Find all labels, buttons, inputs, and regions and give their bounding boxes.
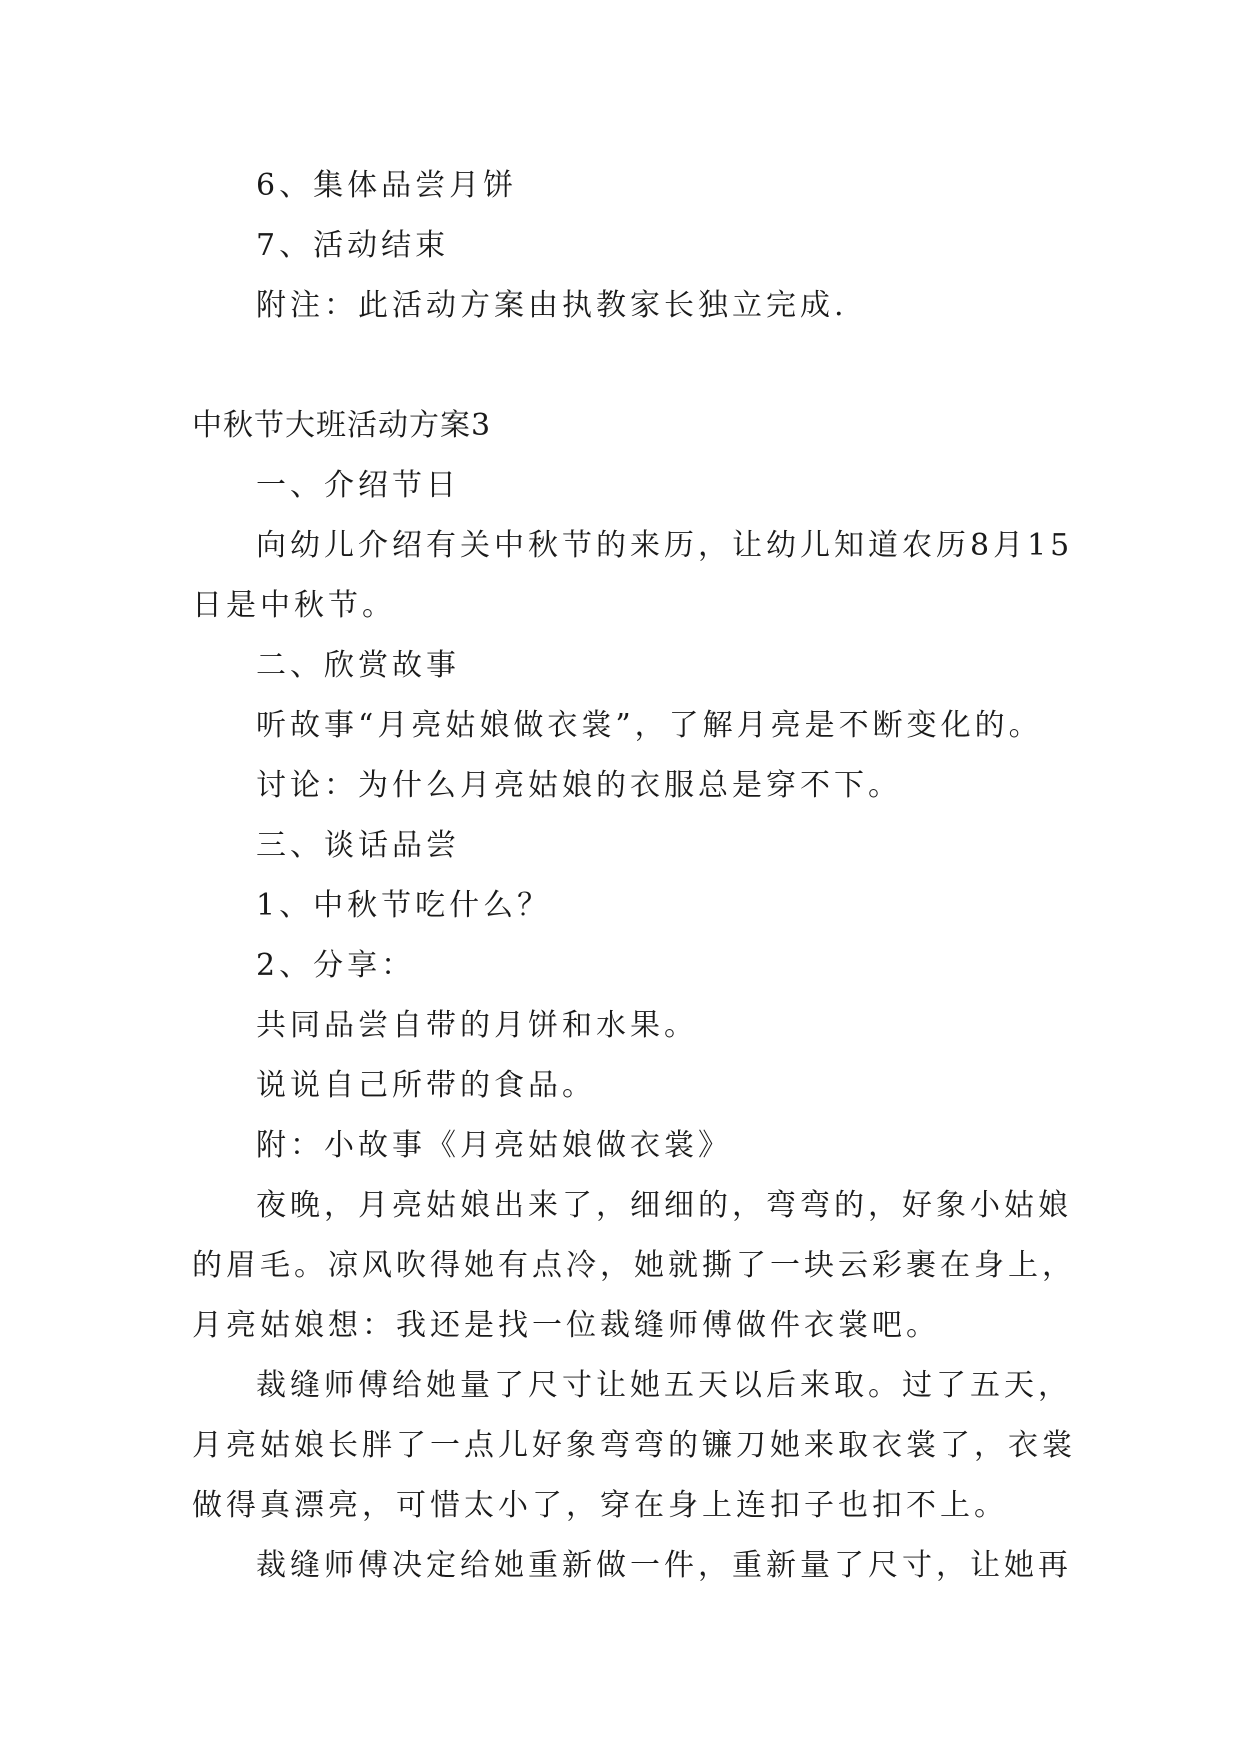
paragraph-line: 日是中秋节。: [192, 588, 396, 623]
paragraph-line: 做得真漂亮，可惜太小了，穿在身上连扣子也扣不上。: [192, 1488, 1008, 1523]
paragraph-line: 听故事“月亮姑娘做衣裳”，了解月亮是不断变化的。: [256, 708, 1043, 743]
paragraph-line: 夜晚，月亮姑娘出来了，细细的，弯弯的，好象小姑娘: [256, 1188, 1072, 1223]
list-item: 6、集体品尝月饼: [256, 168, 518, 203]
note-paragraph: 附注：此活动方案由执教家长独立完成.: [256, 288, 848, 323]
paragraph-line: 裁缝师傅决定给她重新做一件，重新量了尺寸，让她再: [256, 1548, 1072, 1583]
list-item: 7、活动结束: [256, 228, 450, 263]
paragraph-line: 共同品尝自带的月饼和水果。: [256, 1008, 698, 1043]
paragraph-line: 向幼儿介绍有关中秋节的来历，让幼儿知道农历8月15: [256, 528, 1074, 563]
paragraph-line: 的眉毛。凉风吹得她有点冷，她就撕了一块云彩裹在身上，: [192, 1248, 1076, 1283]
paragraph-line: 讨论：为什么月亮姑娘的衣服总是穿不下。: [256, 768, 902, 803]
paragraph-line: 说说自己所带的食品。: [256, 1068, 596, 1103]
paragraph-line: 裁缝师傅给她量了尺寸让她五天以后来取。过了五天，: [256, 1368, 1072, 1403]
list-item: 2、分享：: [256, 948, 416, 983]
subheading: 一、介绍节日: [256, 468, 460, 503]
story-title: 附：小故事《月亮姑娘做衣裳》: [256, 1128, 732, 1163]
subheading: 二、欣赏故事: [256, 648, 460, 683]
section-heading: 中秋节大班活动方案3: [192, 408, 492, 443]
list-item: 1、中秋节吃什么？: [256, 888, 552, 923]
subheading: 三、谈话品尝: [256, 828, 460, 863]
paragraph-line: 月亮姑娘长胖了一点儿好象弯弯的镰刀她来取衣裳了，衣裳: [192, 1428, 1076, 1463]
paragraph-line: 月亮姑娘想：我还是找一位裁缝师傅做件衣裳吧。: [192, 1308, 940, 1343]
